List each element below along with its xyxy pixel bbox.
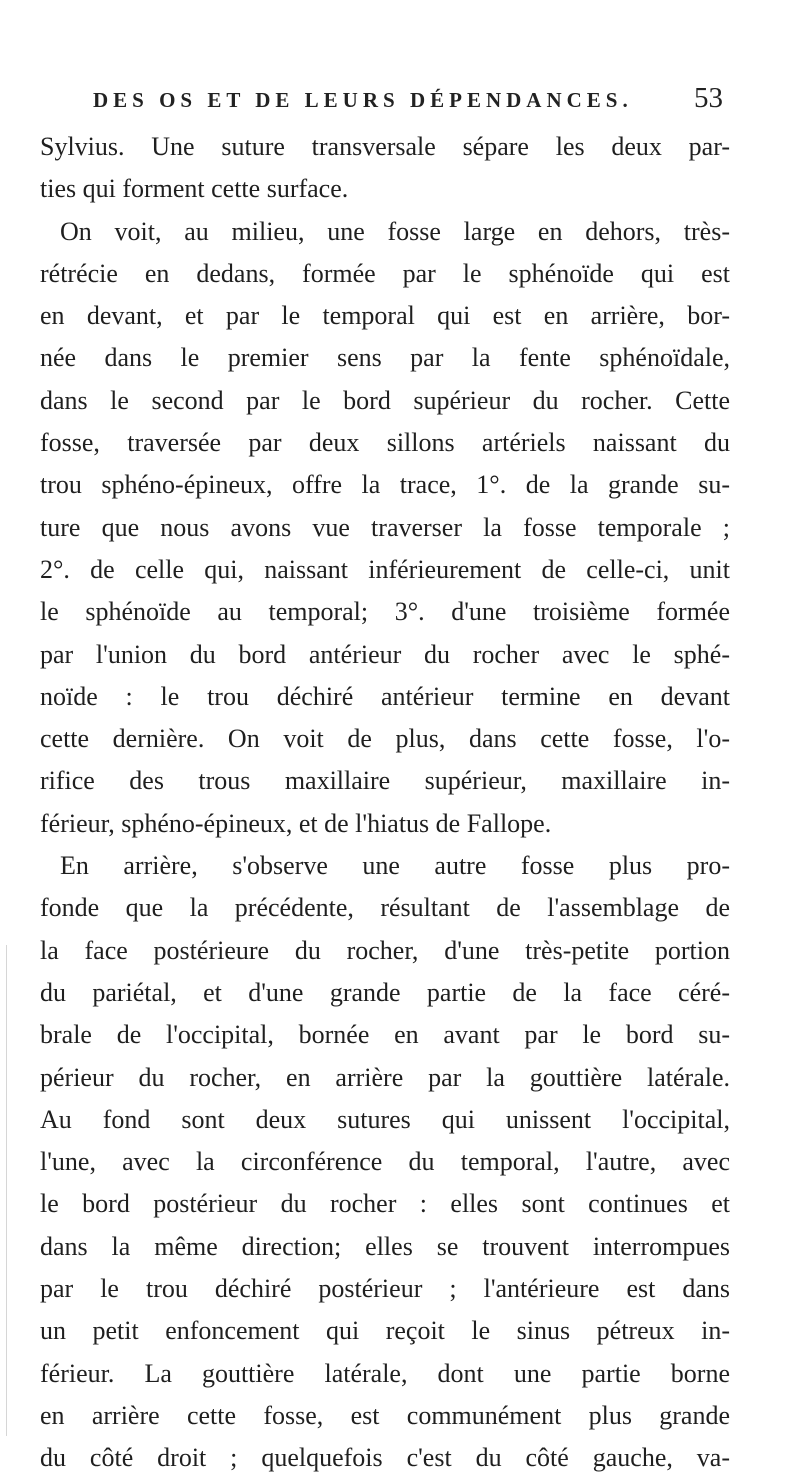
- page-number: 53: [694, 82, 723, 114]
- body-text: [40, 126, 730, 1480]
- text-line: l'une, avec la circonférence du temporal, l'autre, avec: [40, 1147, 730, 1177]
- text-line: rétrécie en dedans, formée par le sphénoïde qui est: [40, 258, 730, 288]
- text-line: ties qui forment cette surface.: [40, 174, 349, 204]
- text-line: le sphénoïde au temporal; 3°. d'une troisième formée: [40, 597, 730, 627]
- text-line: rifice des trous maxillaire supérieur, maxillaire in-: [40, 766, 730, 796]
- text-line: du côté droit ; quelquefois c'est du côté gauche, va-: [40, 1443, 730, 1473]
- text-line: 2°. de celle qui, naissant inférieurement de celle-ci, unit: [40, 554, 730, 584]
- text-line: le bord postérieur du rocher : elles sont continues et: [40, 1189, 730, 1219]
- text-line: En arrière, s'observe une autre fosse plus pro-: [60, 851, 730, 881]
- text-line: un petit enfoncement qui reçoit le sinus pétreux in-: [40, 1316, 730, 1346]
- text-line: née dans le premier sens par la fente sphénoïdale,: [40, 343, 730, 373]
- page-edge-shadow: [6, 945, 7, 1436]
- text-line: fonde que la précédente, résultant de l'assemblage de: [40, 893, 730, 923]
- running-head: DES OS ET DE LEURS DÉPENDANCES.: [93, 88, 633, 112]
- page-header: [93, 82, 723, 122]
- text-line: Sylvius. Une suture transversale sépare les deux par-: [40, 132, 730, 161]
- text-line: férieur, sphéno-épineux, et de l'hiatus de Fallope.: [40, 808, 552, 838]
- text-line: On voit, au milieu, une fosse large en dehors, très-: [60, 216, 730, 246]
- text-line: en arrière cette fosse, est communément plus grande: [40, 1400, 730, 1430]
- text-line: périeur du rocher, en arrière par la gouttière latérale.: [40, 1062, 730, 1092]
- text-line: trou sphéno-épineux, offre la trace, 1°. de la grande su-: [40, 470, 730, 500]
- text-line: en devant, et par le temporal qui est en arrière, bor-: [40, 301, 730, 331]
- text-line: par l'union du bord antérieur du rocher avec le sphé-: [40, 639, 730, 669]
- text-line: fosse, traversée par deux sillons artériels naissant du: [40, 428, 730, 458]
- text-line: dans le second par le bord supérieur du rocher. Cette: [40, 385, 730, 415]
- text-line: cette dernière. On voit de plus, dans cette fosse, l'o-: [40, 724, 730, 754]
- text-line: noïde : le trou déchiré antérieur termine en devant: [40, 681, 730, 711]
- text-line: férieur. La gouttière latérale, dont une partie borne: [40, 1358, 730, 1388]
- text-line: du pariétal, et d'une grande partie de la face céré-: [40, 977, 730, 1007]
- text-line: par le trou déchiré postérieur ; l'antérieure est dans: [40, 1274, 730, 1304]
- text-line: brale de l'occipital, bornée en avant par le bord su-: [40, 1020, 730, 1050]
- text-line: Au fond sont deux sutures qui unissent l'occipital,: [40, 1104, 730, 1134]
- text-line: dans la même direction; elles se trouvent interrompues: [40, 1231, 730, 1261]
- text-line: la face postérieure du rocher, d'une très-petite portion: [40, 935, 730, 965]
- text-line: ture que nous avons vue traverser la fosse temporale ;: [40, 512, 730, 542]
